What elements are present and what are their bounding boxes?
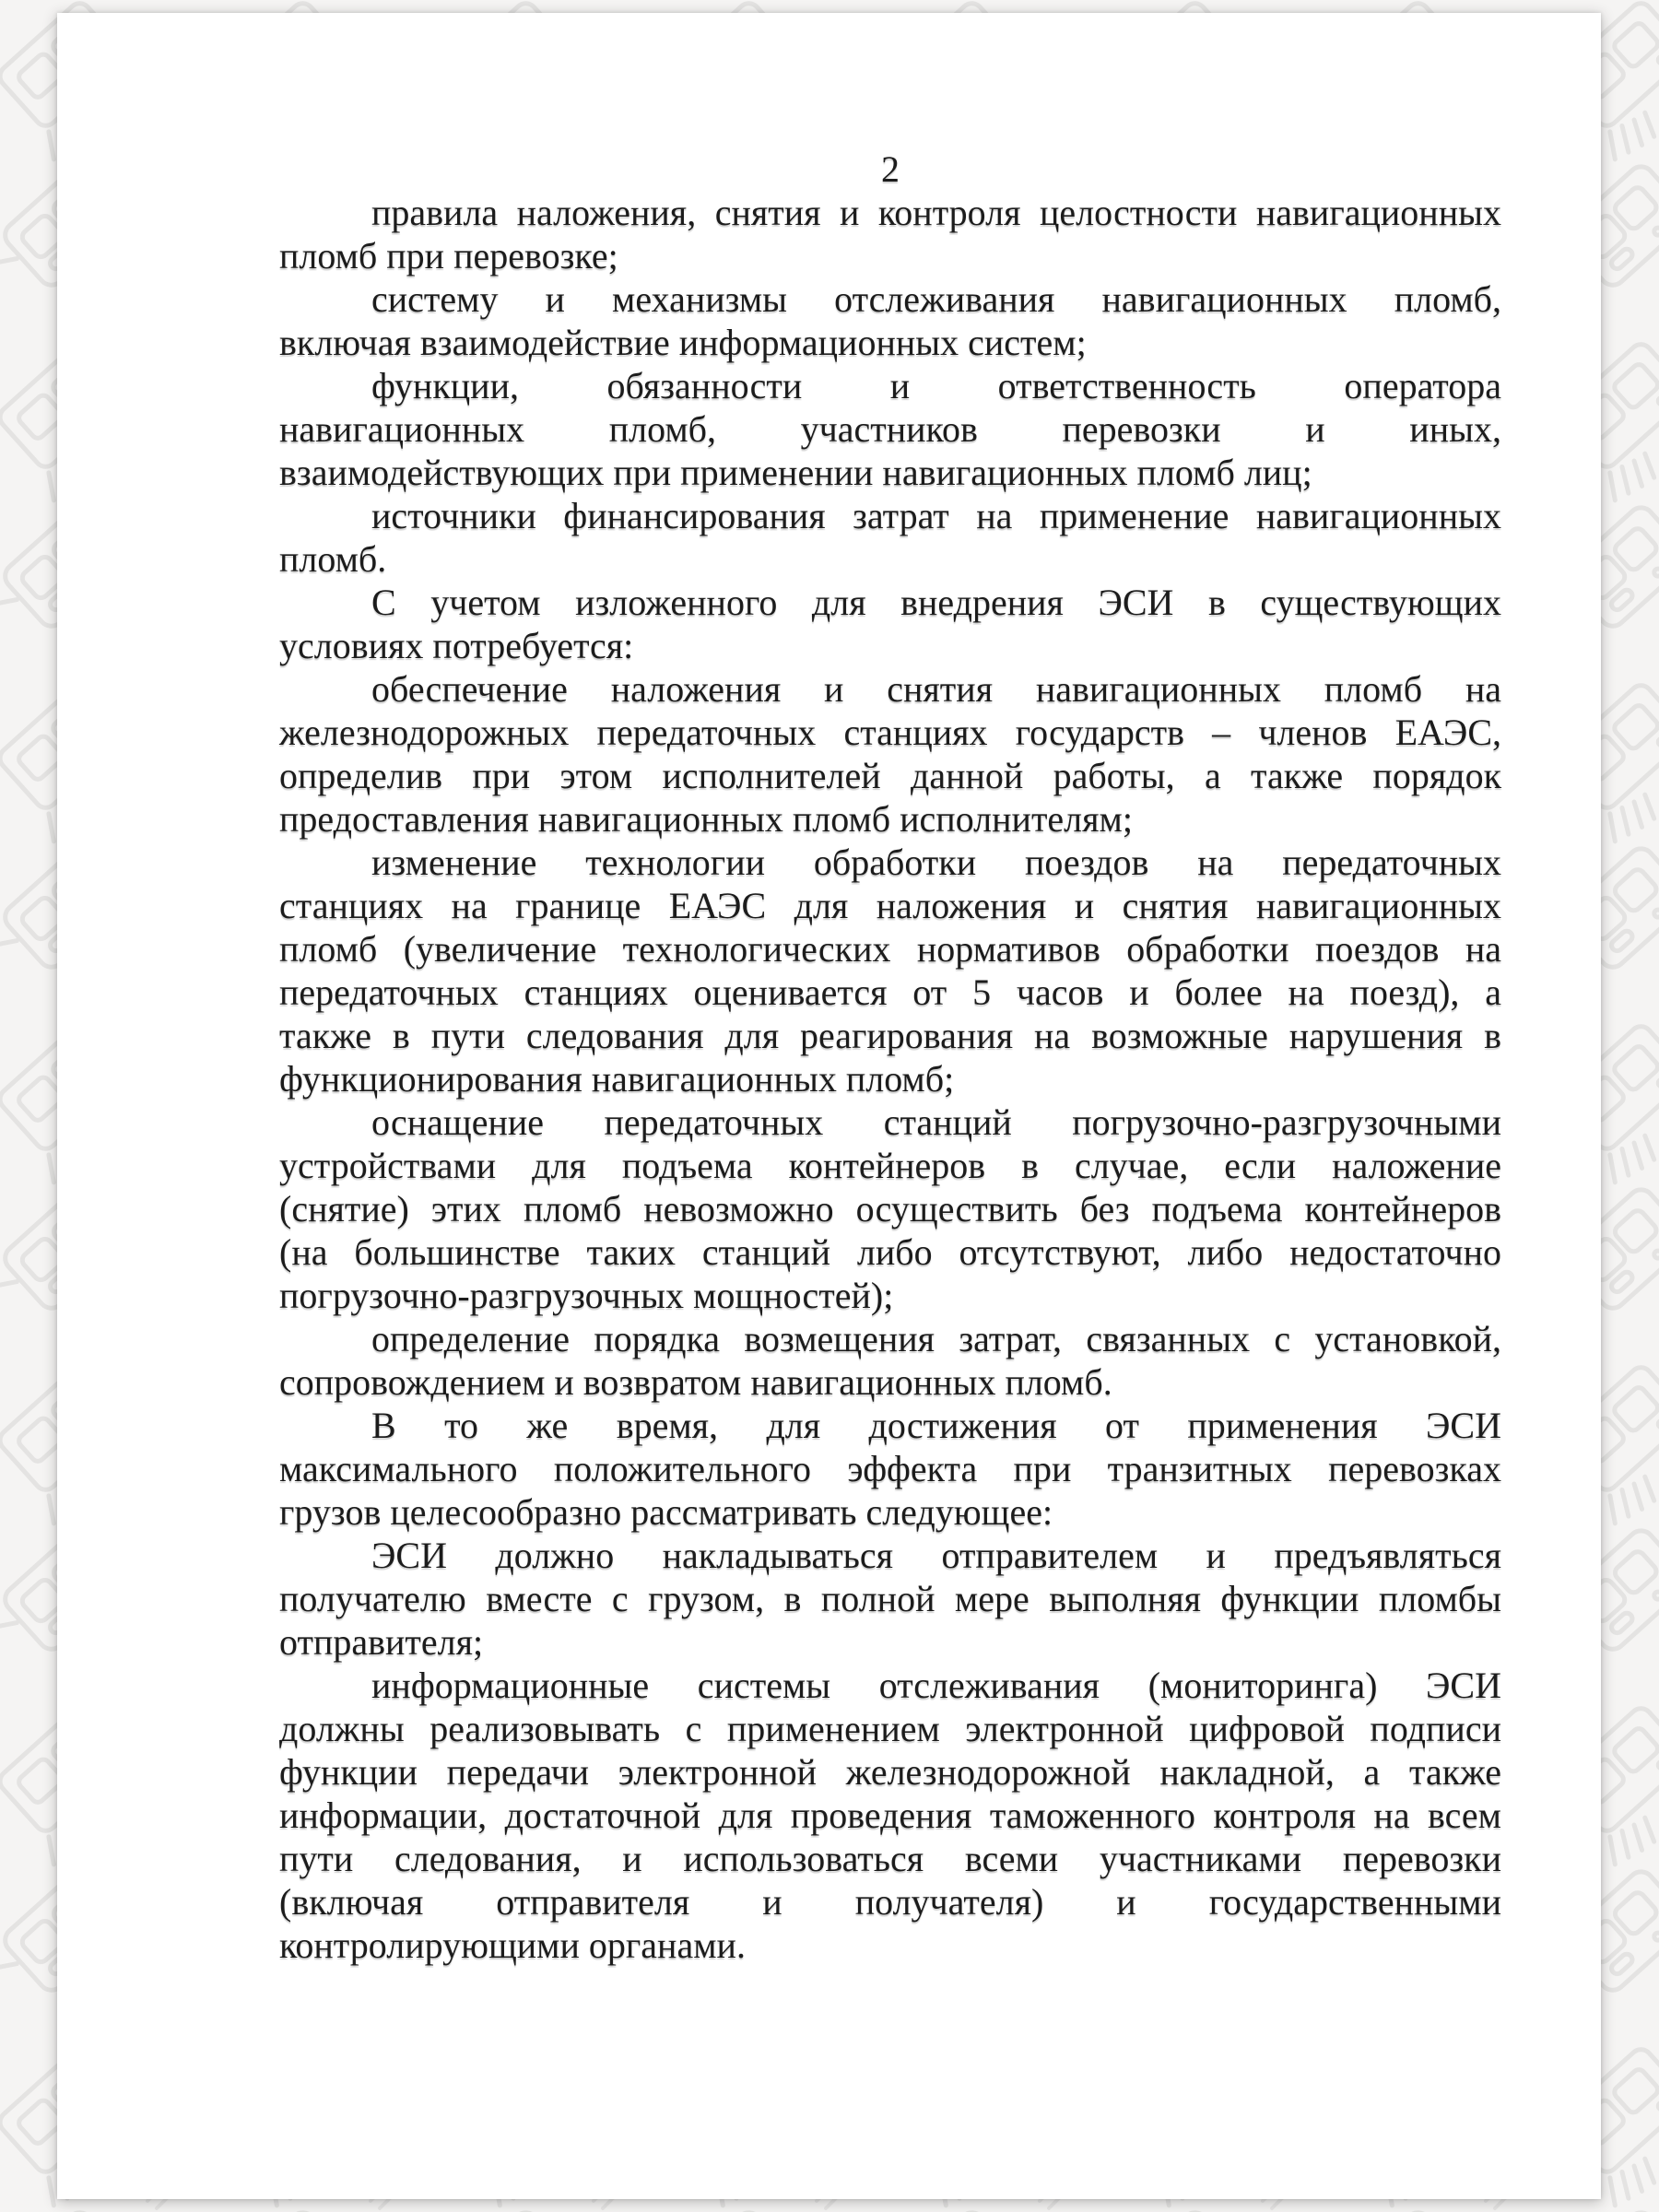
text-line: станциях на границе ЕАЭС для наложения и снятия навигационных	[279, 885, 1501, 926]
text-line: пломб.	[279, 538, 387, 580]
text-line: функционирования навигационных пломб;	[279, 1058, 955, 1100]
text-line: (включая отправителя и получателя) и государственными	[279, 1881, 1501, 1923]
text-line: пломб при перевозке;	[279, 235, 618, 276]
paragraph	[279, 1100, 1501, 1317]
text-line: ЭСИ должно накладываться отправителем и предъявляться	[371, 1535, 1501, 1576]
text-line: навигационных пломб, участников перевозки и иных,	[279, 408, 1501, 450]
text-line: погрузочно-разгрузочных мощностей);	[279, 1275, 894, 1316]
text-line: отправителя;	[279, 1621, 484, 1663]
text-line: также в пути следования для реагирования на возможные нарушения в	[279, 1015, 1501, 1056]
text-line: грузов целесообразно рассматривать следующее:	[279, 1491, 1053, 1533]
text-line: максимального положительного эффекта при транзитных перевозках	[279, 1448, 1501, 1489]
text-line: пломб (увеличение технологических нормативов обработки поездов на	[279, 928, 1501, 970]
page-sheet	[57, 13, 1601, 2199]
text-line: источники финансирования затрат на применение навигационных	[371, 495, 1501, 536]
text-line: контролирующими органами.	[279, 1924, 746, 1966]
text-line: (на большинстве таких станций либо отсутствуют, либо недостаточно	[279, 1231, 1501, 1273]
paragraph	[279, 581, 1501, 667]
text-line: устройствами для подъема контейнеров в случае, если наложение	[279, 1145, 1501, 1186]
paragraph	[279, 1664, 1501, 1967]
paragraph	[279, 1534, 1501, 1664]
text-line: информации, достаточной для проведения таможенного контроля на всем	[279, 1794, 1501, 1836]
text-line: информационные системы отслеживания (мониторинга) ЭСИ	[371, 1665, 1501, 1706]
text-line: функции передачи электронной железнодорожной накладной, а также	[279, 1751, 1501, 1793]
paragraph	[279, 494, 1501, 581]
text-line: взаимодействующих при применении навигационных пломб лиц;	[279, 452, 1312, 493]
paragraph	[279, 191, 1501, 277]
text-line: пути следования, и использоваться всеми участниками перевозки	[279, 1838, 1501, 1879]
text-line: предоставления навигационных пломб исполнителям;	[279, 798, 1133, 840]
text-line: С учетом изложенного для внедрения ЭСИ в существующих	[371, 582, 1501, 623]
text-line: функции, обязанности и ответственность оператора	[371, 365, 1501, 406]
paragraph	[279, 277, 1501, 364]
text-line: получателю вместе с грузом, в полной мере выполняя функции пломбы	[279, 1578, 1501, 1619]
text-line: определение порядка возмещения затрат, связанных с установкой,	[371, 1318, 1501, 1359]
page-number: 2	[881, 148, 900, 190]
text-line: включая взаимодействие информационных систем;	[279, 322, 1087, 363]
paragraph	[279, 1317, 1501, 1404]
text-line: условиях потребуется:	[279, 625, 634, 666]
text-line: определив при этом исполнителей данной работы, а также порядок	[279, 755, 1501, 796]
text-line: (снятие) этих пломб невозможно осуществить без подъема контейнеров	[279, 1188, 1501, 1230]
text-line: систему и механизмы отслеживания навигационных пломб,	[371, 278, 1501, 320]
text-line: железнодорожных передаточных станциях государств – членов ЕАЭС,	[279, 712, 1501, 753]
text-line: изменение технологии обработки поездов на передаточных	[371, 841, 1501, 883]
paragraph	[279, 1404, 1501, 1534]
text-line: обеспечение наложения и снятия навигационных пломб на	[371, 668, 1501, 710]
paragraph	[279, 841, 1501, 1100]
text-line: передаточных станциях оценивается от 5 часов и более на поезд), а	[279, 971, 1501, 1013]
text-line: должны реализовывать с применением электронной цифровой подписи	[279, 1708, 1501, 1749]
text-line: сопровождением и возвратом навигационных пломб.	[279, 1361, 1112, 1403]
page-content	[57, 13, 1601, 1967]
text-line: В то же время, для достижения от применения ЭСИ	[371, 1405, 1501, 1446]
paragraph	[279, 364, 1501, 494]
paragraph	[279, 667, 1501, 841]
document-text	[279, 191, 1501, 1967]
text-line: оснащение передаточных станций погрузочно-разгрузочными	[371, 1101, 1501, 1143]
text-line: правила наложения, снятия и контроля целостности навигационных	[371, 192, 1501, 233]
